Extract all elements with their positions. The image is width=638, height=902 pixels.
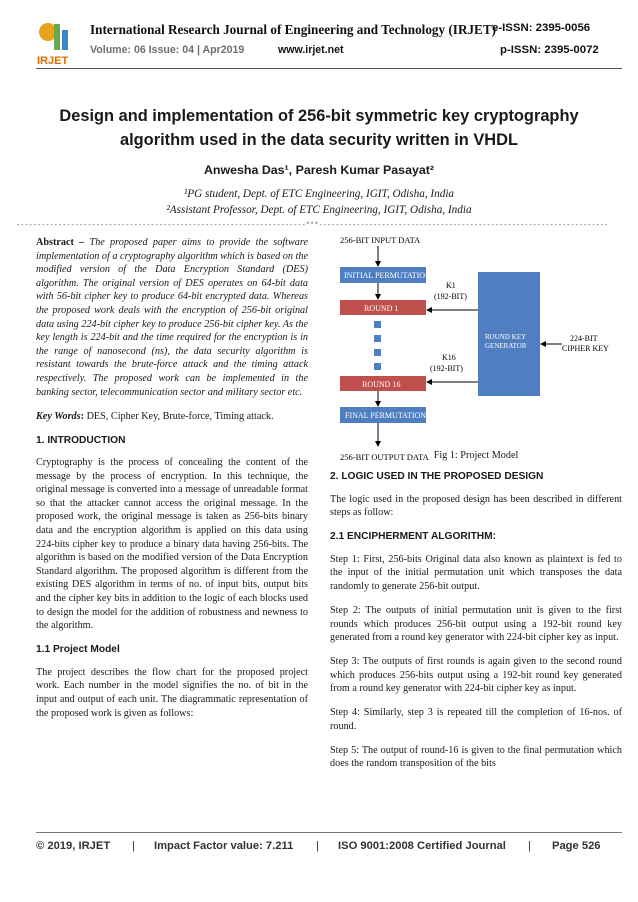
keywords-colon: : xyxy=(80,410,85,422)
cipher-key-label-line1: 224-BIT xyxy=(570,334,598,343)
section-heading-introduction: 1. INTRODUCTION xyxy=(36,434,126,446)
model-paragraph: The project describes the flow chart for the proposed project work. Each number in the model signifies the no. of bit in the input and output of each unit. The diagrammatic representation of the proposed work is given as follows: xyxy=(36,666,308,719)
ellipsis-dot-4 xyxy=(374,363,381,370)
output-label: 256-BIT OUTPUT DATA xyxy=(340,452,429,462)
footer-impact-factor: Impact Factor value: 7.211 xyxy=(154,840,294,852)
step-1: Step 1: First, 256-bits Original data also known as plaintext is fed to the input of the initial permutation unit which transposes the data randomly to generate 256-bit output. xyxy=(330,553,622,592)
separator-rule: ---------------------------------------------------------------------***--------------------------------------------------------------------- xyxy=(16,222,609,230)
irjet-logo-icon xyxy=(36,18,72,68)
ellipsis-dot-2 xyxy=(374,335,381,342)
round16-label: ROUND 16 xyxy=(362,380,401,389)
pissn: p-ISSN: 2395-0072 xyxy=(500,44,599,56)
round1-label: ROUND 1 xyxy=(364,304,399,313)
figure-caption: Fig 1: Project Model xyxy=(433,450,519,461)
ellipsis-dot-1 xyxy=(374,321,381,328)
volume-issue: Volume: 06 Issue: 04 | Apr2019 xyxy=(90,44,245,56)
k1-label: K1 xyxy=(446,281,456,290)
keywords-text: DES, Cipher Key, Brute-force, Timing attack. xyxy=(84,410,274,422)
paper-authors: Anwesha Das¹, Paresh Kumar Pasayat² xyxy=(203,163,434,177)
paper-title: Design and implementation of 256-bit symmetric key cryptography algorithm used in the data security written in VHDL xyxy=(59,107,579,149)
affiliation-1: ¹PG student, Dept. of ETC Engineering, IGIT, Odisha, India xyxy=(183,188,455,200)
footer-separator-1: | xyxy=(132,840,135,852)
svg-text:IRJET: IRJET xyxy=(37,55,69,67)
abstract xyxy=(36,236,308,399)
abstract-text: The proposed paper aims to provide the software implementation of a cryptography algorithm which is based on the modified version of the Data Encryption Standard (DES) algorithm. The original version of DES operates on 64-bit data with 56-bit cipher key to produce 64-bit encrypted data. Whereas the proposed work deals with the encryption of 256-bit original data using 224-bit cipher key to produce 256-bit cipher key. As the key length is 224-bit and the time required for the encryption is in the range of nanosecond (ns), the data security algorithm is resistant towards the brute-force attack and the timing attack respectively. The proposed work can be implemented in the banking sector, telecommunication sector and military sector etc. xyxy=(36,237,308,398)
page-header xyxy=(0,0,638,90)
eissn: e-ISSN: 2395-0056 xyxy=(492,22,591,34)
left-column xyxy=(36,236,308,731)
journal-website-link[interactable]: www.irjet.net xyxy=(278,44,344,56)
header-rule xyxy=(36,68,622,69)
keywords xyxy=(36,410,308,424)
project-model-diagram xyxy=(330,232,622,464)
journal-title: International Research Journal of Engineering and Technology (IRJET) xyxy=(90,22,497,37)
initial-permutation-label: INITIAL PERMUTATION xyxy=(344,271,431,280)
step-5: Step 5: The output of round-16 is given to the final permutation which does the random transposition of the bits xyxy=(330,744,622,770)
cipher-key-label-line2: CIPHER KEY xyxy=(562,344,609,353)
abstract-label: Abstract – xyxy=(36,237,85,248)
k1-bits-label: (192-BIT) xyxy=(434,292,467,301)
k16-bits-label: (192-BIT) xyxy=(430,364,463,373)
ellipsis-dot-3 xyxy=(374,349,381,356)
affiliation-2: ²Assistant Professor, Dept. of ETC Engineering, IGIT, Odisha, India xyxy=(166,204,472,216)
step-2: Step 2: The outputs of initial permutation unit is given to the first rounds which produces 256-bit output using a 192-bit round key generated from a round key generator with 224-bit cipher key as input. xyxy=(330,604,622,644)
right-column xyxy=(330,470,622,781)
footer-iso: ISO 9001:2008 Certified Journal xyxy=(338,840,506,852)
keywords-label: Key Words xyxy=(36,410,81,422)
footer-separator-2: | xyxy=(316,840,319,852)
step-3: Step 3: The outputs of first rounds is again given to the second round which produces 256-bits output using a 192-bit round key generated from a round key generator with 224-bit cipher key as input. xyxy=(330,656,622,695)
section-heading-project-model: 1.1 Project Model xyxy=(36,644,120,656)
final-permutation-label: FINAL PERMUTATION xyxy=(345,411,427,420)
footer-copyright: © 2019, IRJET xyxy=(36,840,111,852)
intro-paragraph: Cryptography is the process of concealing the content of the message by the process of encryption. In this technique, the original message is converted into a message of unreadable format so that the attacker cannot access the original message. In the proposed work, the original message is taken as 256-bits binary data and the encryption algorithm is applied on this data using 224-bits cipher key to produce a binary data having 256-bits. The algorithm is based on the modified version of the Data Encryption Standard algorithm. The proposed algorithm is different from the existing DES algorithm in terms of no. of input bits, output bits and the cipher key bits in addition to the logic of each blocks used to design the model for the addition of robustness and newness to the algorithm. xyxy=(36,457,308,632)
step-4: Step 4: Similarly, step 3 is repeated till the completion of 16-nos. of round. xyxy=(330,707,622,732)
section-heading-encipherment: 2.1 ENCIPHERMENT ALGORITHM: xyxy=(330,531,497,543)
footer-separator-3: | xyxy=(528,840,531,852)
logic-paragraph: The logic used in the proposed design has been described in different steps as follow: xyxy=(330,493,622,519)
keygen-label-line1: ROUND KEY xyxy=(485,333,527,341)
k16-label: K16 xyxy=(442,353,456,362)
keygen-label-line2: GENERATOR xyxy=(485,342,527,350)
input-label: 256-BIT INPUT DATA xyxy=(340,235,421,245)
footer-page-number: Page 526 xyxy=(552,840,601,852)
footer-rule xyxy=(36,832,622,833)
section-heading-logic: 2. LOGIC USED IN THE PROPOSED DESIGN xyxy=(330,471,544,482)
